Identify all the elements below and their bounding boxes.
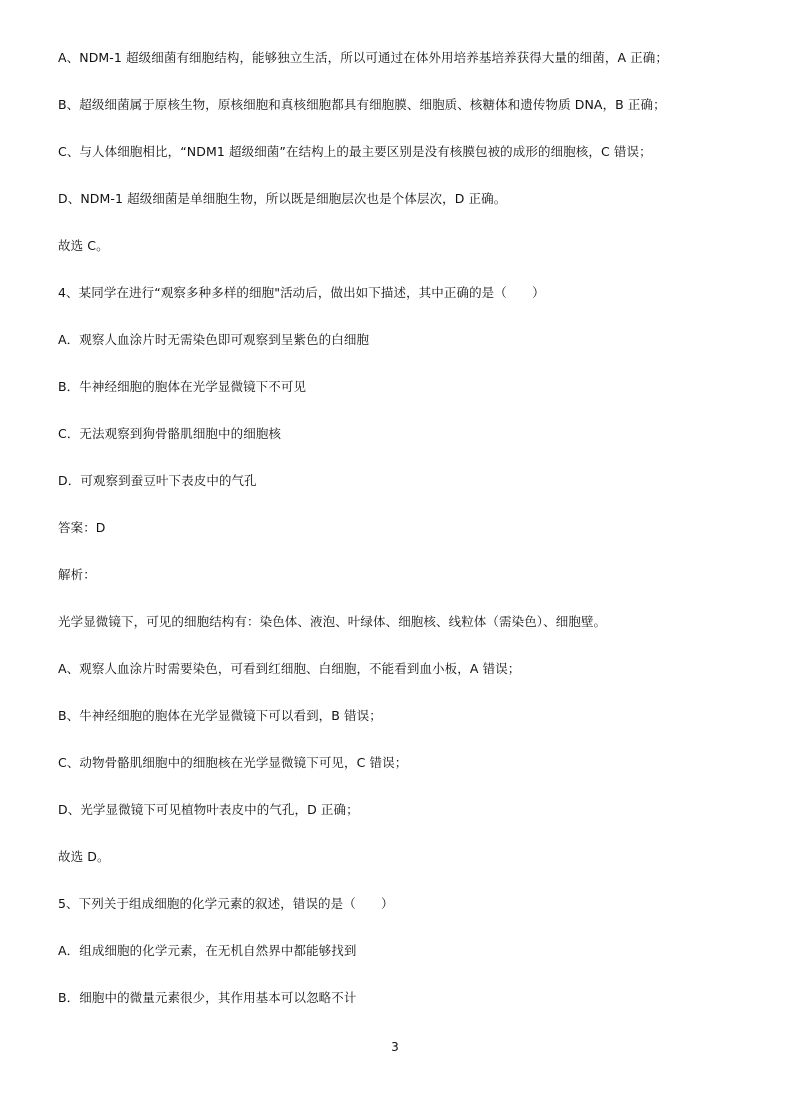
answer-explanation-a-q3: A、NDM-1 超级细菌有细胞结构，能够独立生活，所以可通过在体外用培养基培养获得大量的细菌，A 正确； — [58, 50, 668, 65]
question-5-option-b: B．细胞中的微量元素很少，其作用基本可以忽略不计 — [58, 990, 357, 1005]
answer-explanation-c-q3: C、与人体细胞相比，“NDM1 超级细菌”在结构上的最主要区别是没有核膜包被的成形的细胞核，C 错误； — [58, 144, 652, 159]
question-4-option-c: C．无法观察到狗骨骼肌细胞中的细胞核 — [58, 426, 282, 441]
question-4-stem: 4、某同学在进行“观察多种多样的细胞"活动后，做出如下描述，其中正确的是（ ） — [58, 285, 545, 300]
question-4-analysis-c: C、动物骨骼肌细胞中的细胞核在光学显微镜下可见，C 错误； — [58, 755, 408, 770]
question-4-option-d: D．可观察到蚕豆叶下表皮中的气孔 — [58, 473, 257, 488]
question-5-stem: 5、下列关于组成细胞的化学元素的叙述，错误的是（ ） — [58, 896, 394, 911]
conclusion-q3: 故选 C。 — [58, 238, 109, 253]
answer-explanation-b-q3: B、超级细菌属于原核生物，原核细胞和真核细胞都具有细胞膜、细胞质、核糖体和遗传物质 DNA，B 正确； — [58, 97, 666, 112]
question-4-analysis-d: D、光学显微镜下可见植物叶表皮中的气孔，D 正确； — [58, 802, 359, 817]
question-4-analysis-heading: 解析： — [58, 567, 96, 582]
question-4-analysis-b: B、牛神经细胞的胞体在光学显微镜下可以看到，B 错误； — [58, 708, 382, 723]
question-4-option-a: A．观察人血涂片时无需染色即可观察到呈紫色的白细胞 — [58, 332, 370, 347]
answer-explanation-d-q3: D、NDM-1 超级细菌是单细胞生物，所以既是细胞层次也是个体层次，D 正确。 — [58, 191, 507, 206]
page-number: 3 — [391, 1040, 399, 1054]
question-4-option-b: B．牛神经细胞的胞体在光学显微镜下不可见 — [58, 379, 307, 394]
question-4-analysis-intro: 光学显微镜下，可见的细胞结构有：染色体、液泡、叶绿体、细胞核、线粒体（需染色）、细胞壁。 — [58, 614, 607, 629]
question-4-analysis-a: A、观察人血涂片时需要染色，可看到红细胞、白细胞，不能看到血小板，A 错误； — [58, 661, 521, 676]
question-4-answer: 答案：D — [58, 520, 106, 535]
question-5-option-a: A．组成细胞的化学元素，在无机自然界中都能够找到 — [58, 943, 357, 958]
conclusion-q4: 故选 D。 — [58, 849, 110, 864]
